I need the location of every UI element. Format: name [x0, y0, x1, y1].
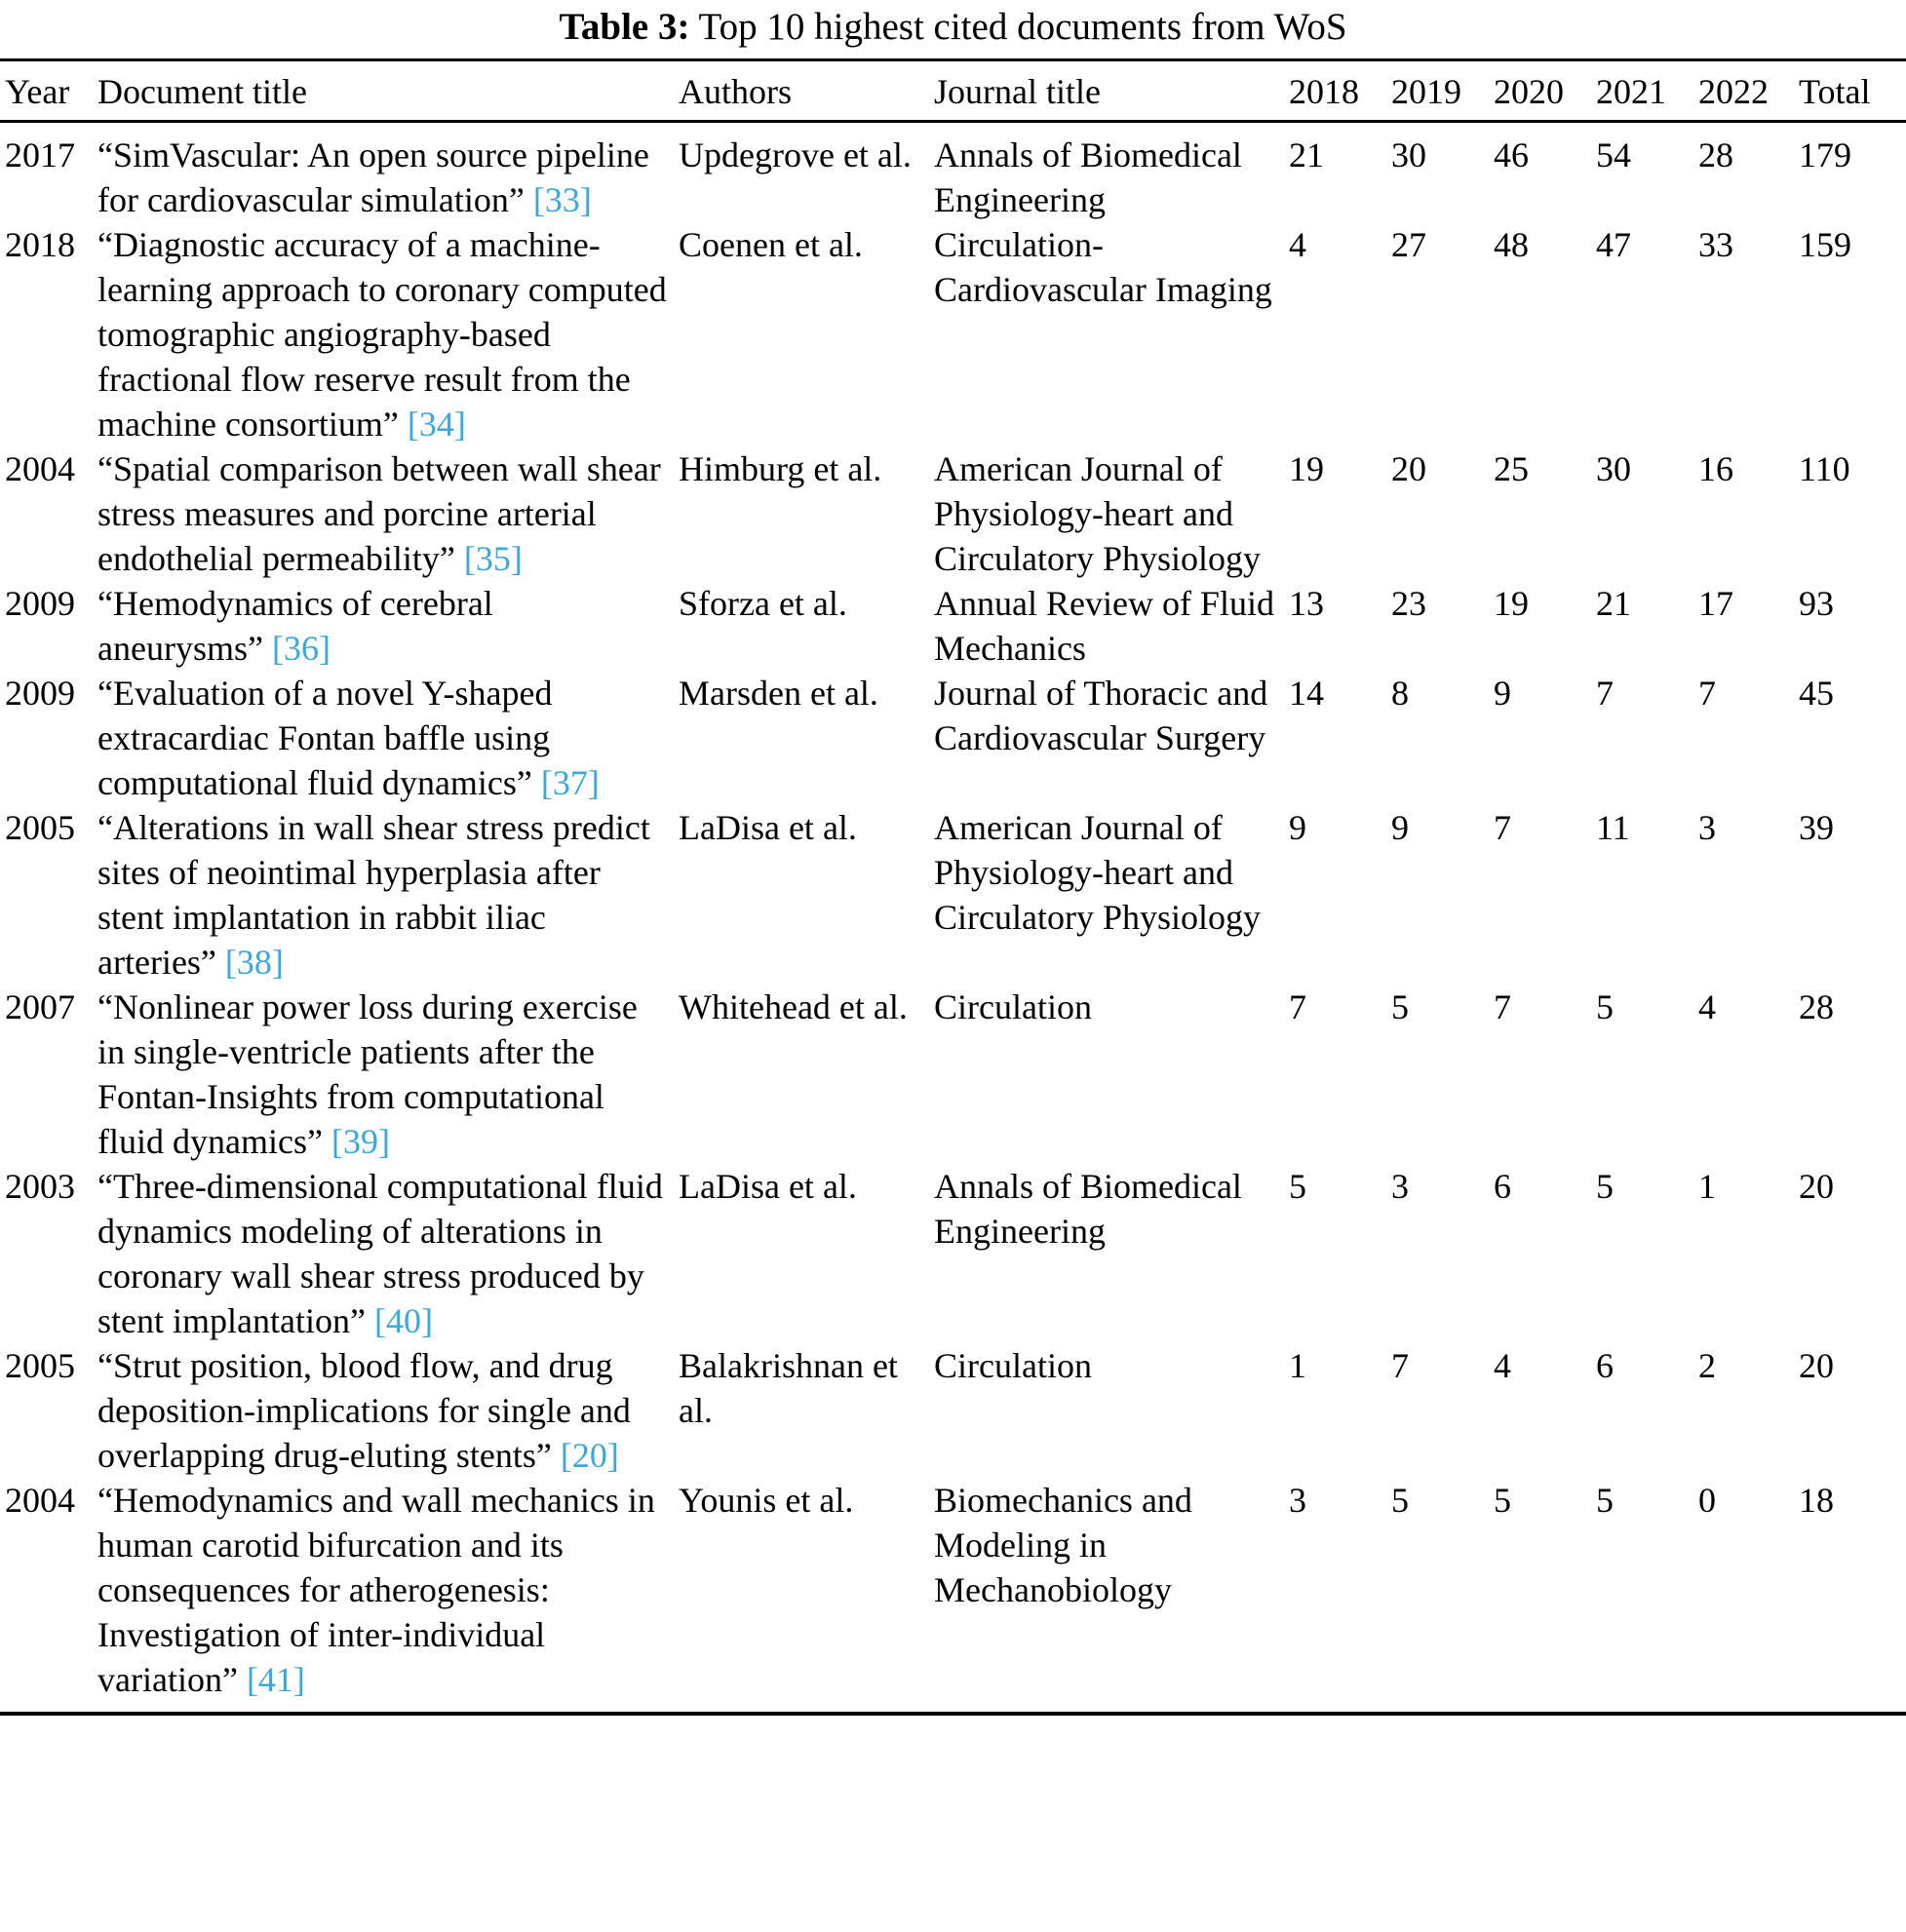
document-title-text: “Hemodynamics of cerebral aneurysms”: [97, 584, 493, 668]
authors-cell: Coenen et al.: [679, 225, 863, 264]
document-title-text: “Hemodynamics and wall mechanics in human carotid bifurcation and its consequences for atherogenesis: Investigation of inter-individual variation”: [97, 1481, 655, 1699]
total-cell: 93: [1799, 584, 1834, 623]
citation-table: [0, 58, 1906, 1716]
document-title-cell: [97, 581, 679, 671]
citation-ref-link[interactable]: [39]: [331, 1122, 390, 1161]
count-cell-2018: 5: [1289, 1167, 1306, 1206]
journal-title-cell: Annual Review of Fluid Mechanics: [934, 584, 1274, 668]
count-cell-2021: 5: [1596, 1481, 1614, 1520]
authors-cell: Sforza et al.: [679, 584, 847, 623]
count-cell-2018: 13: [1289, 584, 1324, 623]
year-cell: 2009: [5, 674, 75, 713]
count-cell-2021: 5: [1596, 987, 1614, 1026]
authors-cell: LaDisa et al.: [679, 1167, 857, 1206]
authors-cell: Updegrove et al.: [679, 135, 912, 174]
authors-cell: Marsden et al.: [679, 674, 878, 713]
count-cell-2018: 1: [1289, 1346, 1306, 1385]
document-title-cell: [97, 122, 679, 223]
document-title-cell: [97, 1164, 679, 1343]
count-cell-2020: 6: [1494, 1167, 1511, 1206]
count-cell-2019: 30: [1391, 135, 1426, 174]
table-caption-label: Table 3:: [559, 6, 690, 48]
count-cell-2018: 3: [1289, 1481, 1306, 1520]
total-cell: 18: [1799, 1481, 1834, 1520]
count-cell-2022: 16: [1698, 449, 1733, 488]
authors-cell: Himburg et al.: [679, 449, 882, 488]
count-cell-2020: 5: [1494, 1481, 1511, 1520]
table-row: [0, 671, 1906, 805]
citation-ref-link[interactable]: [36]: [271, 629, 331, 668]
journal-title-cell: Annals of Biomedical Engineering: [934, 1167, 1242, 1251]
count-cell-2018: 19: [1289, 449, 1324, 488]
count-cell-2018: 21: [1289, 135, 1324, 174]
journal-title-cell: Circulation: [934, 1346, 1092, 1385]
count-cell-2021: 30: [1596, 449, 1631, 488]
total-cell: 20: [1799, 1167, 1834, 1206]
count-cell-2022: 28: [1698, 135, 1733, 174]
document-title-cell: [97, 1343, 679, 1478]
total-cell: 159: [1799, 225, 1851, 264]
count-cell-2022: 4: [1698, 987, 1716, 1026]
year-cell: 2017: [5, 135, 75, 174]
count-cell-2019: 9: [1391, 808, 1409, 847]
count-cell-2018: 14: [1289, 674, 1324, 713]
table-row: [0, 985, 1906, 1164]
count-cell-2019: 3: [1391, 1167, 1409, 1206]
citation-ref-link[interactable]: [38]: [224, 943, 284, 982]
authors-cell: LaDisa et al.: [679, 808, 857, 847]
year-cell: 2009: [5, 584, 75, 623]
col-header-authors: Authors: [679, 60, 934, 122]
count-cell-2018: 4: [1289, 225, 1306, 264]
count-cell-2022: 2: [1698, 1346, 1716, 1385]
citation-ref-link[interactable]: [35]: [463, 539, 523, 578]
count-cell-2019: 5: [1391, 1481, 1409, 1520]
table-row: [0, 1343, 1906, 1478]
count-cell-2020: 48: [1494, 225, 1529, 264]
count-cell-2018: 9: [1289, 808, 1306, 847]
document-title-cell: [97, 985, 679, 1164]
col-header-2022: 2022: [1698, 60, 1799, 122]
count-cell-2020: 9: [1494, 674, 1511, 713]
col-header-year: Year: [0, 60, 97, 122]
count-cell-2021: 6: [1596, 1346, 1614, 1385]
total-cell: 20: [1799, 1346, 1834, 1385]
journal-title-cell: Circulation: [934, 987, 1092, 1026]
table-row: [0, 805, 1906, 985]
col-header-2020: 2020: [1494, 60, 1596, 122]
table-caption-text: Top 10 highest cited documents from WoS: [698, 6, 1347, 48]
document-title-text: “Strut position, blood flow, and drug deposition-implications for single and overlapping drug-eluting stents”: [97, 1346, 631, 1475]
document-title-text: “Alterations in wall shear stress predict sites of neointimal hyperplasia after stent implantation in rabbit iliac arteries”: [97, 808, 650, 982]
citation-ref-link[interactable]: [37]: [540, 763, 600, 802]
document-title-cell: [97, 671, 679, 805]
count-cell-2020: 46: [1494, 135, 1529, 174]
table-row: [0, 1478, 1906, 1714]
count-cell-2022: 3: [1698, 808, 1716, 847]
col-header-2019: 2019: [1391, 60, 1494, 122]
journal-title-cell: American Journal of Physiology-heart and Circulatory Physiology: [934, 449, 1261, 578]
count-cell-2020: 25: [1494, 449, 1529, 488]
document-title-cell: [97, 805, 679, 985]
document-title-text: “Nonlinear power loss during exercise in single-ventricle patients after the Fontan-Insights from computational fluid dynamics”: [97, 987, 638, 1161]
count-cell-2022: 7: [1698, 674, 1716, 713]
document-title-cell: [97, 446, 679, 581]
table-row: [0, 1164, 1906, 1343]
document-title-text: “Three-dimensional computational fluid dynamics modeling of alterations in coronary wall shear stress produced by stent implantation”: [97, 1167, 663, 1340]
count-cell-2020: 4: [1494, 1346, 1511, 1385]
journal-title-cell: Circulation-Cardiovascular Imaging: [934, 225, 1272, 309]
count-cell-2021: 47: [1596, 225, 1631, 264]
table-row: [0, 122, 1906, 223]
year-cell: 2018: [5, 225, 75, 264]
col-header-total: Total: [1799, 60, 1906, 122]
table-row: [0, 446, 1906, 581]
year-cell: 2004: [5, 1481, 75, 1520]
document-title-text: “SimVascular: An open source pipeline for cardiovascular simulation”: [97, 135, 649, 219]
authors-cell: Balakrishnan et al.: [679, 1346, 898, 1430]
count-cell-2019: 20: [1391, 449, 1426, 488]
total-cell: 110: [1799, 449, 1850, 488]
count-cell-2022: 33: [1698, 225, 1733, 264]
count-cell-2019: 5: [1391, 987, 1409, 1026]
count-cell-2019: 7: [1391, 1346, 1409, 1385]
count-cell-2021: 54: [1596, 135, 1631, 174]
year-cell: 2005: [5, 808, 75, 847]
count-cell-2021: 5: [1596, 1167, 1614, 1206]
col-header-2021: 2021: [1596, 60, 1698, 122]
count-cell-2020: 19: [1494, 584, 1529, 623]
count-cell-2020: 7: [1494, 987, 1511, 1026]
col-header-journal-title: Journal title: [934, 60, 1289, 122]
total-cell: 45: [1799, 674, 1834, 713]
table-row: [0, 581, 1906, 671]
authors-cell: Younis et al.: [679, 1481, 854, 1520]
year-cell: 2004: [5, 449, 75, 488]
table-caption: [0, 0, 1906, 58]
count-cell-2019: 23: [1391, 584, 1426, 623]
total-cell: 179: [1799, 135, 1851, 174]
journal-title-cell: Annals of Biomedical Engineering: [934, 135, 1242, 219]
document-title-cell: [97, 222, 679, 446]
header-row: [0, 60, 1906, 122]
citation-ref-link[interactable]: [20]: [560, 1436, 619, 1475]
count-cell-2022: 0: [1698, 1481, 1716, 1520]
count-cell-2021: 21: [1596, 584, 1631, 623]
count-cell-2021: 11: [1596, 808, 1630, 847]
count-cell-2022: 1: [1698, 1167, 1716, 1206]
year-cell: 2007: [5, 987, 75, 1026]
total-cell: 39: [1799, 808, 1834, 847]
citation-ref-link[interactable]: [34]: [407, 405, 466, 444]
document-title-text: “Diagnostic accuracy of a machine-learning approach to coronary computed tomographic angiography-based fractional flow reserve result from the machine consortium”: [97, 225, 667, 444]
document-title-text: “Spatial comparison between wall shear stress measures and porcine arterial endothelial permeability”: [97, 449, 661, 578]
journal-title-cell: American Journal of Physiology-heart and Circulatory Physiology: [934, 808, 1261, 937]
count-cell-2022: 17: [1698, 584, 1733, 623]
count-cell-2018: 7: [1289, 987, 1306, 1026]
authors-cell: Whitehead et al.: [679, 987, 908, 1026]
citation-ref-link[interactable]: [33]: [532, 180, 592, 219]
table-body: [0, 122, 1906, 1715]
col-header-2018: 2018: [1289, 60, 1391, 122]
journal-title-cell: Journal of Thoracic and Cardiovascular Surgery: [934, 674, 1268, 757]
count-cell-2020: 7: [1494, 808, 1511, 847]
count-cell-2019: 8: [1391, 674, 1409, 713]
year-cell: 2005: [5, 1346, 75, 1385]
citation-ref-link[interactable]: [40]: [373, 1301, 433, 1340]
citation-ref-link[interactable]: [41]: [246, 1660, 305, 1699]
table-row: [0, 222, 1906, 446]
count-cell-2021: 7: [1596, 674, 1614, 713]
journal-title-cell: Biomechanics and Modeling in Mechanobiology: [934, 1481, 1192, 1609]
year-cell: 2003: [5, 1167, 75, 1206]
document-title-cell: [97, 1478, 679, 1714]
count-cell-2019: 27: [1391, 225, 1426, 264]
document-title-text: “Evaluation of a novel Y-shaped extracardiac Fontan baffle using computational fluid dynamics”: [97, 674, 553, 802]
total-cell: 28: [1799, 987, 1834, 1026]
col-header-document-title: Document title: [97, 60, 679, 122]
